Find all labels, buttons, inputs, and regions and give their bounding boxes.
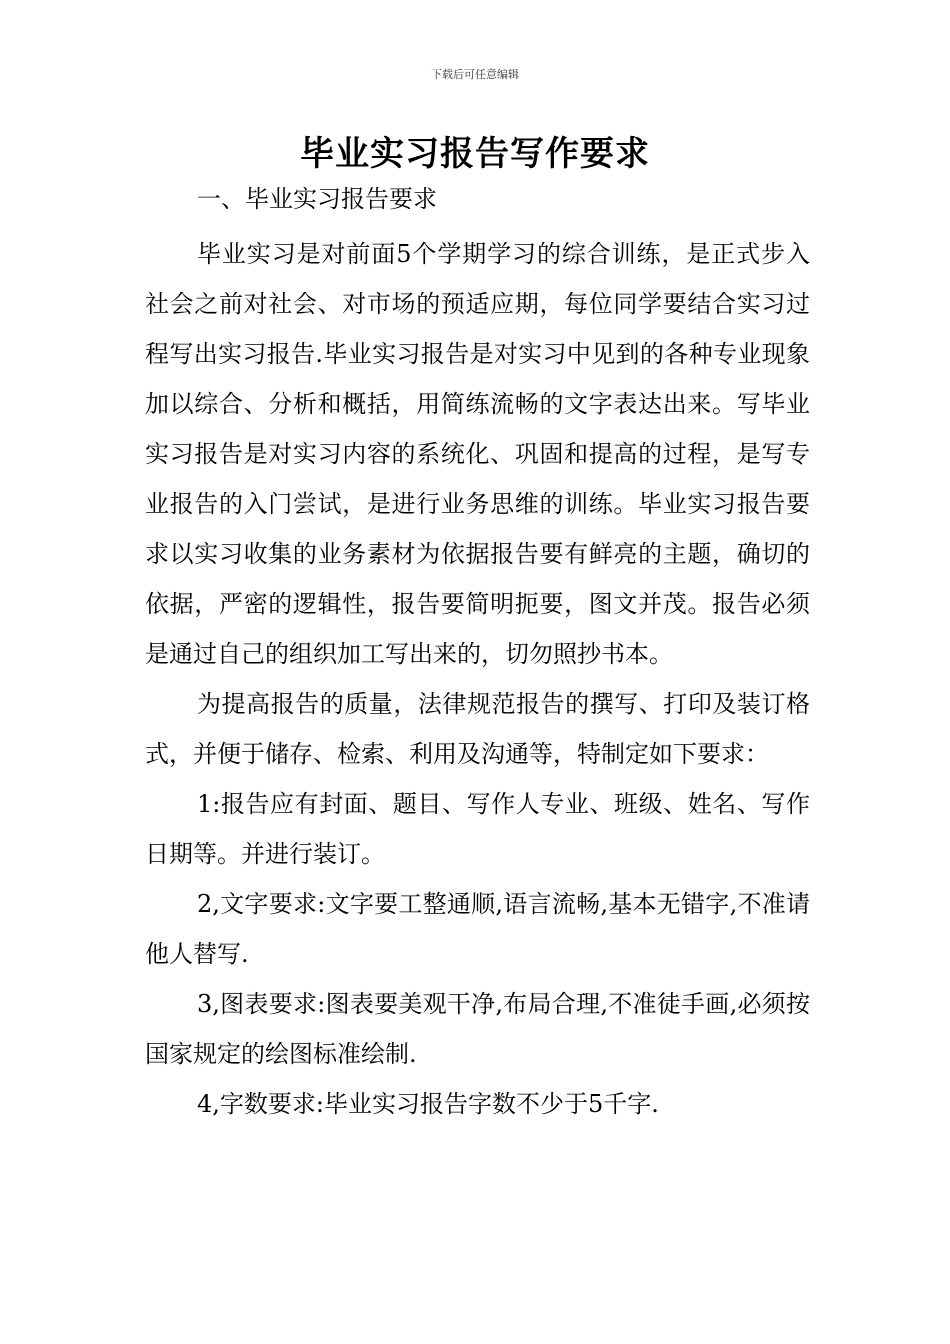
header-note: 下载后可任意编辑 <box>431 68 519 81</box>
requirement-item-2: 2,文字要求:文字要工整通顺,语言流畅,基本无错字,不准请他人替写. <box>145 890 810 968</box>
requirement-item-4: 4,字数要求:毕业实习报告字数不少于5千字. <box>197 1090 659 1118</box>
intro-paragraph: 毕业实习是对前面5个学期学习的综合训练，是正式步入社会之前对社会、对市场的预适应期，每位同学要结合实习过程写出实习报告.毕业实习报告是对实习中见到的各种专业现象加以综合、分析和概括，用简练流畅的文字表达出来。写毕业实习报告是对实习内容的系统化、巩固和提高的过程，是写专业报告的入门尝试，是进行业务思维的训练。毕业实习报告要求以实习收集的业务素材为依据报告要有鲜亮的主题，确切的依据，严密的逻辑性，报告要简明扼要，图文并茂。报告必须是通过自己的组织加工写出来的，切勿照抄书本。 <box>145 240 810 668</box>
requirement-item-1: 1:报告应有封面、题目、写作人专业、班级、姓名、写作日期等。并进行装订。 <box>145 790 810 868</box>
document-title: 毕业实习报告写作要求 <box>300 134 650 174</box>
requirement-item-3: 3,图表要求:图表要美观干净,布局合理,不准徒手画,必须按国家规定的绘图标准绘制. <box>145 990 810 1068</box>
purpose-paragraph: 为提高报告的质量，法律规范报告的撰写、打印及装订格式，并便于储存、检索、利用及沟通等，特制定如下要求： <box>145 690 810 768</box>
section-heading: 一、毕业实习报告要求 <box>197 185 437 213</box>
document-body <box>145 177 810 1129</box>
